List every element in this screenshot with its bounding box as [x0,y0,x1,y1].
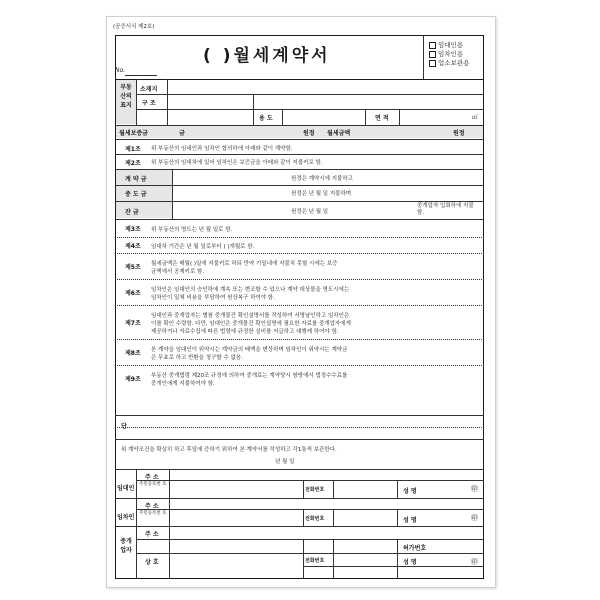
copy-checkbox-landlord[interactable]: 임대인용 [429,41,469,50]
header-divider [423,35,424,79]
tenant-seal-icon: ㊞ [471,514,478,522]
divider [115,154,484,155]
use-label: 용 도 [259,115,273,122]
landlord-id-label: 주민등록번 호 [139,482,167,487]
divider [115,139,484,140]
article-text: 중개인에게 지불하여야 함. [151,381,215,387]
divider [115,439,484,440]
article-number: 제5조 [125,264,141,271]
divider [167,79,168,125]
agent-license-field[interactable] [335,541,395,552]
divider [115,365,484,366]
divider [136,509,484,510]
tenant-id-field[interactable] [171,511,301,525]
divider [282,109,283,125]
copy-checkbox-tenant[interactable]: 임차인용 [429,50,469,59]
payment-text-contract: 원정은 계약시에 지불하고 [291,176,353,182]
area-label: 면 적 [375,115,389,122]
article-number: 제1조 [125,146,141,153]
interim-payment-field[interactable] [175,187,285,199]
divider [136,109,484,110]
tenant-address-label: 주 소 [145,503,159,510]
payment-label-balance: 잔 금 [125,209,139,216]
landlord-name-field[interactable] [425,482,465,496]
article-text: 위 부동산의 명도는 년 월 일로 함. [151,227,233,233]
document-number-label: No. [115,67,126,74]
area-field[interactable] [401,111,461,123]
divider [115,526,484,527]
agent-seal-icon: ㊞ [471,558,478,566]
article-text: 제공하거나 자료수집에 따른 법령에 규정한 실비를 지급하고 대행케 하여야 함. [151,329,339,335]
location-field[interactable] [169,81,481,93]
form-number: (공증서식 제2호) [113,24,155,30]
contract-sheet [106,16,496,588]
divider [136,553,484,554]
article-text: 임차인이 일체 비용을 부담하여 원상복구 하여야 함. [151,295,275,301]
divider [115,339,484,340]
divider [115,185,484,186]
payment-text-interim: 원정은 년 월 일 지불하며 [291,191,352,197]
divider [172,169,173,219]
divider [365,109,366,125]
payment-text-balance: 원정은 년 월 일 [291,209,329,215]
article-text: 금액에서 공제키로 함. [151,269,205,275]
area-unit: ㎡ [472,115,478,121]
landlord-id-field[interactable] [171,482,301,496]
divider [115,237,484,238]
article-number: 제6조 [125,290,141,297]
agent-name-field[interactable] [425,555,465,565]
payment-label-contract: 계 약 금 [125,176,147,183]
deposit-won-unit: 원정 [303,130,315,137]
divider [399,109,400,125]
property-section-label: 부동산의 표지 [120,84,132,109]
deposit-label: 월세보증금 [119,130,148,137]
divider [303,566,484,567]
divider [397,480,398,498]
divider [115,219,484,220]
article-number: 제2조 [125,160,141,167]
divider [303,509,304,526]
article-text: 이를 확인 수령함. 다만, 임대인은 중개물건 확인설명에 필요한 자료를 중개업자에게 [151,321,351,327]
article-number: 제3조 [125,226,141,233]
agent-name-label: 성 명 [403,559,417,566]
divider [115,279,484,280]
tenant-phone-field[interactable] [335,511,395,525]
divider [253,94,254,125]
divider [397,539,398,579]
agent-address-label: 주 소 [145,531,159,538]
article-text: 본 계약을 임대인이 위약시는 계약금의 배액을 변상하며 임차인이 위약시는 계약금 [151,347,348,353]
agent-firm-label: 상 호 [145,559,159,566]
structure-label: 구 조 [142,100,156,107]
closing-date: 년 월 일 [275,459,295,465]
divider [303,539,304,579]
use-field[interactable] [284,111,364,123]
divider [115,253,484,254]
divider [136,469,137,579]
divider [333,509,334,526]
deposit-amount-field[interactable] [193,127,293,138]
article-number: 제7조 [125,320,141,327]
divider [136,94,484,95]
divider [333,539,334,579]
tenant-phone-label: 전화번호 [305,516,325,522]
divider [136,480,484,481]
tenant-address-field[interactable] [171,499,481,508]
landlord-name-label: 성 명 [403,488,417,495]
landlord-phone-field[interactable] [335,482,395,496]
divider [303,480,304,498]
tenant-name-label: 성 명 [403,517,417,524]
divider [136,539,484,540]
rent-label: 월세금액 [327,130,351,137]
divider [115,201,484,202]
article-text: 임차인은 임대인의 승인하에 계속 또는 변조할 수 있으나 계약 대상물을 명도시에는 [151,287,350,293]
article-text: 부동산 중개법령 제20조 규정에 의하여 중개료는 계약당시 쌍방에서 법정수수료를 [151,373,348,379]
agent-phone-label: 전화번호 [305,558,325,564]
tenant-name-field[interactable] [425,511,465,525]
article-number: 제9조 [125,376,141,383]
contract-payment-field[interactable] [175,171,285,183]
agent-label: 중개업자 [120,538,132,554]
special-terms-label: 단 [121,423,127,430]
structure-field[interactable] [169,96,319,108]
divider [136,79,137,125]
closing-statement: 위 계약조건을 확실히 하고 후일에 증하기 위하여 본 계약서를 작성하고 각1통씩 보관한다. [121,447,337,453]
location-label: 소재지 [140,86,158,93]
agent-license-label: 허가번호 [403,545,427,552]
divider [397,509,398,526]
divider [115,305,484,306]
landlord-phone-label: 전화번호 [305,487,325,493]
divider [169,469,170,579]
agent-phone-field[interactable] [335,555,395,565]
article-text: 위 부동산의 임대차에 있어 임차인은 보증금을 아래와 같이 지불키로 함. [151,160,323,166]
deposit-currency: 금 [179,130,185,137]
page-title: ( )월세계약서 [203,46,331,66]
article-text: 월세금액은 매월( )일에 지불키로 하되 만약 기일내에 지불치 못할 시에는 보증 [151,261,338,267]
divider [333,480,334,498]
payment-note-balance: 중개업자 입회하에 지불함. [417,203,474,216]
landlord-seal-icon: ㊞ [471,485,478,493]
tenant-label: 임차인 [117,514,135,521]
copy-checkbox-office[interactable]: 업소보관용 [429,59,469,68]
rent-amount-field[interactable] [363,127,443,138]
agent-address-field[interactable] [171,528,481,538]
tenant-id-label: 주민등록번 호 [139,511,167,516]
header-frame [115,35,484,79]
divider [115,427,484,428]
article-text: 임대인과 중개업자는 별첨 중개물건 확인설명서를 작성하여 서명날인하고 임차인은 [151,313,350,319]
landlord-address-field[interactable] [171,470,481,479]
article-text: 임대차 기간은 년 월 일로부터 ( )개월로 함. [151,244,255,250]
article-text: 위 부동산의 임대인과 임차인 합의하에 아래와 같이 계약함. [151,146,293,152]
article-text: 은 무효로 하고 반환을 청구할 수 없음. [151,355,243,361]
rent-won-unit: 원정 [453,130,465,137]
agent-firm-field[interactable] [171,555,301,577]
landlord-label: 임대인 [117,485,135,492]
article-number: 제4조 [125,243,141,250]
balance-payment-field[interactable] [175,203,285,217]
landlord-address-label: 주 소 [145,474,159,481]
payment-label-interim: 중 도 금 [125,191,147,198]
article-number: 제8조 [125,350,141,357]
